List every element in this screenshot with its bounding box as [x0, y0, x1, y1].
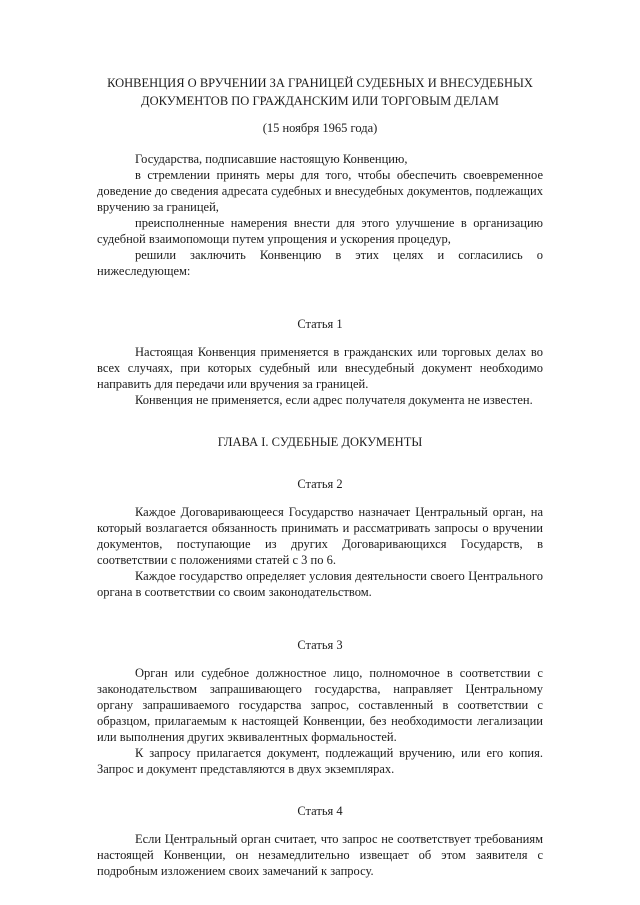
article-paragraph: Каждое государство определяет условия деятельности своего Центрального органа в соответствии со своим законодательством.: [97, 569, 543, 599]
article-paragraph: Каждое Договаривающееся Государство назначает Центральный орган, на который возлагается обязанность принимать и рассматривать запросы о вручении документов, поступающие из других Договаривающихся Государств, в соответствии с положениями статей с 3 по 6.: [97, 505, 543, 567]
article-paragraph: Настоящая Конвенция применяется в гражданских или торговых делах во всех случаях, при которых судебный или внесудебный документ необходимо направить для передачи или вручения за границей.: [97, 345, 543, 391]
article-2-heading: Статья 2: [297, 477, 343, 491]
article-paragraph: К запросу прилагается документ, подлежащий вручению, или его копия. Запрос и документ представляются в двух экземплярах.: [97, 746, 543, 776]
chapter-1-heading: ГЛАВА I. СУДЕБНЫЕ ДОКУМЕНТЫ: [217, 435, 423, 449]
article-paragraph: Если Центральный орган считает, что запрос не соответствует требованиям настоящей Конвенции, он незамедлительно извещает об этом заявителя с подробным изложением своих замечаний к запросу.: [97, 832, 543, 878]
document-date: (15 ноября 1965 года): [262, 121, 378, 135]
article-4-heading: Статья 4: [297, 804, 343, 818]
preamble-paragraph: преисполненные намерения внести для этого улучшение в организацию судебной взаимопомощи путем упрощения и ускорения процедур,: [97, 216, 543, 246]
article-1-heading: Статья 1: [297, 317, 343, 331]
preamble-paragraph: решили заключить Конвенцию в этих целях и согласились о нижеследующем:: [97, 248, 543, 278]
preamble-paragraph: Государства, подписавшие настоящую Конвенцию,: [135, 152, 408, 166]
preamble-paragraph: в стремлении принять меры для того, чтобы обеспечить своевременное доведение до сведения адресата судебных и внесудебных документов, подлежащих вручению за границей,: [97, 168, 543, 214]
article-paragraph: Конвенция не применяется, если адрес получателя документа не известен.: [135, 393, 533, 407]
article-paragraph: Орган или судебное должностное лицо, полномочное в соответствии с законодательством запрашивающего государства, направляет Центральному органу запрашиваемого государства запрос, составленный в соответствии с образцом, прилагаемым к настоящей Конвенции, без необходимости легализации или выполнения других эквивалентных формальностей.: [97, 666, 543, 744]
article-3-heading: Статья 3: [297, 638, 343, 652]
document-title: КОНВЕНЦИЯ О ВРУЧЕНИИ ЗА ГРАНИЦЕЙ СУДЕБНЫХ И ВНЕСУДЕБНЫХ ДОКУМЕНТОВ ПО ГРАЖДАНСКИМ ИЛИ ТОРГОВЫМ ДЕЛАМ: [107, 76, 533, 108]
